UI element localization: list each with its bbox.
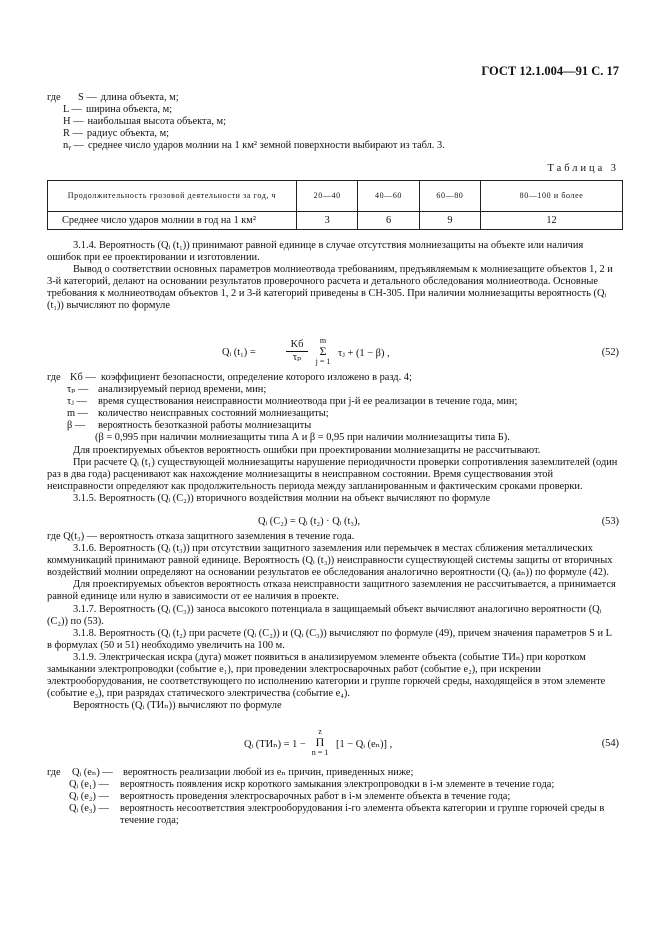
table-header-cell: 80—100 и более [481, 181, 623, 212]
variable-item: где Qᵢ (eₙ) — вероятность реализации любой из eₙ причин, приведенных ниже; [47, 767, 414, 778]
variable-item: τₚ — анализируемый период времени, мин; [67, 384, 267, 396]
formula-54-rhs: [1 − Qᵢ (eₙ)] , [336, 739, 393, 750]
section-3-1-6 [47, 531, 618, 712]
table-header-label: Продолжительность грозовой деятельности за год, ч [48, 181, 297, 212]
formula-52-variables [47, 372, 618, 505]
table-cell: 12 [481, 212, 623, 230]
formula-52-sum: m Σ j = 1 [311, 336, 335, 366]
sum-sign-icon: Σ [319, 344, 327, 358]
table-header-cell: 60—80 [419, 181, 480, 212]
paragraph: 3.1.8. Вероятность (Qᵢ (t₂) при расчете (Qᵢ (C₂)) и (Qᵢ (C₃)) вычисляют по формуле (49), причем значения параметров S и L в формулах (50 и 51) необходимо увеличить на 100 м. [47, 627, 612, 651]
page-header: ГОСТ 12.1.004—91 С. 17 [481, 64, 619, 78]
formula-number-54: (54) [601, 738, 619, 749]
formula-52-fraction: Kб τₚ [286, 339, 308, 364]
paragraph: 3.1.9. Электрическая искра (дуга) может появиться в анализируемом элементе объекта (событие ТИₙ) при коротком замыкании электропроводки (событие e₁), при проведении электросварочных работ (событие e₂), при искрении электрооборудования, не соответствующего по исполнению категории и группе горючей среды, находящейся в этом элементе (событие e₃), при разрядах статического электричества (событие e₄). [47, 651, 606, 700]
table-caption: Таблица 3 [547, 163, 619, 174]
paragraph: 3.1.6. Вероятность (Qᵢ (t₃)) при отсутствии защитного заземления или перемычек в местах сближения металлических коммуникаций принимают равной единице. Вероятность (Qᵢ (t₃)) неисправности существующей системы защиты от вторичных воздействий молнии определяют на основании результатов ее обследования аналогично вероятности (Qᵢ (aₙ)) по формуле (42). [47, 543, 613, 579]
variable-item: R — радиус объекта, м; [63, 128, 170, 140]
paragraph: где Q(t₃) — вероятность отказа защитного заземления в течение года. [47, 531, 355, 542]
paragraph: 3.1.5. Вероятность (Qᵢ (C₂)) вторичного воздействия молнии на объект вычисляют по формуле [73, 492, 491, 504]
paragraph: 3.1.7. Вероятность (Qᵢ (C₃)) заноса высокого потенциала в защищаемый объект вычисляют аналогично вероятности (Qᵢ (C₂)) по (53). [47, 603, 602, 627]
product-sign-icon: Π [315, 735, 325, 749]
table-header-cell: 20—40 [297, 181, 358, 212]
table-cell: 9 [419, 212, 480, 230]
paragraph: 3.1.4. Вероятность (Qᵢ (t₁)) принимают равной единице в случае отсутствия молниезащиты на объекте или наличия ошибок при ее проектировании и изготовлении. [47, 240, 584, 264]
formula-number-53: (53) [601, 516, 619, 527]
variable-item: L — ширина объекта, м; [63, 104, 173, 116]
formula-54-product: z Π n = 1 [307, 727, 333, 757]
formula-54-variables [47, 767, 618, 827]
variable-item: β — вероятность безотказной работы молниезащиты [67, 420, 312, 432]
formula-53: Qᵢ (C₂) = Qᵢ (t₂) · Qᵢ (t₃), [258, 516, 361, 527]
table-cell: 6 [358, 212, 419, 230]
formula-54-lhs: Qᵢ (ТИₙ) = 1 − [244, 739, 306, 750]
table-header-cell: 40—60 [358, 181, 419, 212]
variable-item: Qᵢ (e₃) — вероятность несоответствия электрооборудования i-го элемента объекта категории и группе горючей среды в течение года; [69, 803, 605, 827]
table-3 [47, 180, 623, 230]
table-row [48, 212, 623, 230]
table-header-row [48, 181, 623, 212]
variable-item: nᵧ — среднее число ударов молнии на 1 км² земной поверхности выбирают из табл. 3. [63, 140, 445, 152]
intro-variable-list [47, 92, 618, 152]
variable-item: где S — длина объекта, м; [47, 92, 179, 103]
paragraph: Вероятность (Qᵢ (ТИₙ)) вычисляют по формуле [73, 700, 282, 712]
variable-item: где Kб — коэффициент безопасности, определение которого изложено в разд. 4; [47, 372, 412, 383]
variable-item: H — наибольшая высота объекта, м; [63, 116, 226, 128]
variable-item: (β = 0,995 при наличии молниезащиты типа А и β = 0,95 при наличии молниезащиты типа Б). [95, 432, 510, 444]
section-3-1-4 [47, 240, 618, 313]
variable-item: τⱼ — время существования неисправности молниеотвода при j-й ее реализации в течение года, мин; [67, 396, 518, 408]
paragraph: При расчете Qᵢ (t₁) существующей молниезащиты нарушение периодичности проверки сопротивления заземлителей (один раз в два года) расценивают как нахождение молниезащиты в неисправном состоянии. Время существования этой неисправности определяют как продолжительность периода между запланированным и фактическим сроками проверки. [47, 456, 618, 492]
paragraph: Для проектируемых объектов вероятность отказа неисправности защитного заземления не рассчитывается, а принимается равной единице или нулю в зависимости от ее наличия в проекте. [47, 579, 616, 603]
paragraph: Для проектируемых объектов вероятность ошибки при проектировании молниезащиты не рассчитывают. [73, 444, 541, 456]
variable-item: Qᵢ (e₂) — вероятность проведения электросварочных работ в i-м элементе объекта в течение года; [69, 791, 511, 803]
paragraph: Вывод о соответствии основных параметров молниеотвода требованиям, предъявляемым к молниезащите объектов 1, 2 и 3-й категорий, делают на основании результатов проверочного расчета и детального обследования молниеотвода. Основные требования к молниеотводам объектов 1, 2 и 3-й категорий приведены в СН-305. При наличии молниезащиты вероятность (Qᵢ (t₁)) вычисляют по формуле [47, 264, 613, 312]
variable-item: m — количество неисправных состояний молниезащиты; [67, 408, 329, 420]
variable-item: Qᵢ (e₁) — вероятность появления искр короткого замыкания электропроводки в i-м элементе в течение года; [69, 779, 555, 791]
table-cell: 3 [297, 212, 358, 230]
formula-52-rhs: τⱼ + (1 − β) , [338, 348, 390, 359]
formula-number-52: (52) [601, 347, 619, 358]
formula-52: Qᵢ (t₁) = [222, 347, 256, 358]
table-row-label: Среднее число ударов молнии в год на 1 км² [48, 212, 297, 230]
